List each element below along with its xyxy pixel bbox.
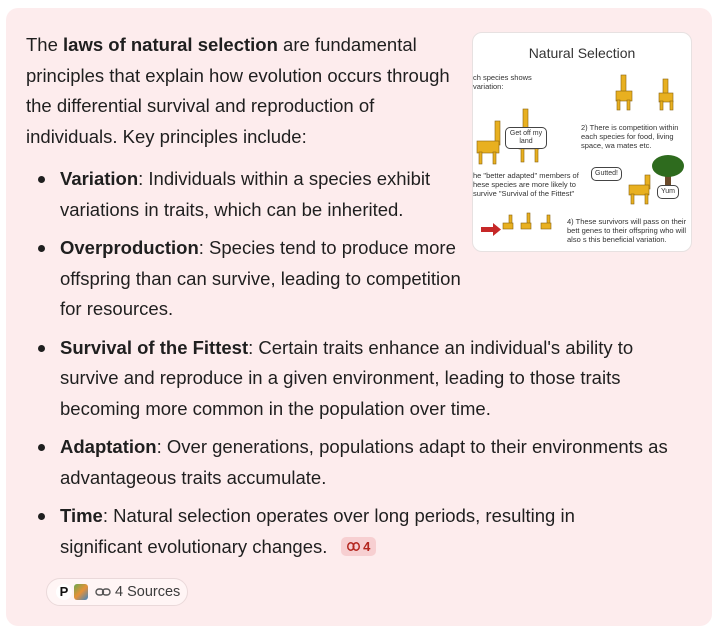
figure-text-4: 4) These survivors will pass on their bett genes to their offspring who will also s this beneficial variation. xyxy=(567,217,687,244)
item-desc: : Natural selection operates over long periods, resulting in significant evolutionary changes. xyxy=(60,505,575,557)
item-desc: : Individuals within a species exhibit variations in traits, which can be inherited. xyxy=(60,168,431,220)
principles-list xyxy=(32,164,704,570)
sources-button[interactable] xyxy=(46,578,188,606)
bullet-icon xyxy=(38,176,45,183)
item-term: Survival of the Fittest xyxy=(60,336,249,358)
intro-pre: The xyxy=(26,34,64,55)
bullet-icon xyxy=(38,513,45,520)
list-item xyxy=(32,233,470,325)
intro-post: are fundamental principles that explain how evolution occurs through the differential survival and reproduction of individuals. Key principles include: xyxy=(26,34,450,147)
list-item xyxy=(32,164,470,225)
bullet-icon xyxy=(38,345,45,352)
speech-bubble-gutted: Gutted! xyxy=(591,167,622,181)
list-item xyxy=(32,432,710,493)
speech-bubble-land: Get off my land xyxy=(505,127,547,149)
citation-chip[interactable] xyxy=(341,537,377,556)
list-item xyxy=(32,333,680,425)
source-thumbnail-icon xyxy=(74,584,88,600)
figure-text-3: he "better adapted" members of hese species are more likely to survive "Survival of the Fittest" xyxy=(473,171,579,198)
pinterest-icon: P xyxy=(56,584,72,600)
bullet-icon xyxy=(38,444,45,451)
figure-title: Natural Selection xyxy=(528,45,636,61)
speech-bubble-yum: Yum xyxy=(657,185,679,199)
intro-bold-term: laws of natural selection xyxy=(63,34,278,55)
sources-label: 4 Sources xyxy=(115,584,181,600)
item-desc: : Certain traits enhance an individual's ability to survive and reproduce in a given environment, leading to those traits becoming more common in the population over time. xyxy=(60,336,634,419)
bullet-icon xyxy=(38,245,45,252)
item-desc: : Over generations, populations adapt to their environments as advantageous traits accumulate. xyxy=(60,436,668,488)
item-desc: : Species tend to produce more offspring than can survive, leading to competition for resources. xyxy=(60,237,461,319)
item-term: Variation xyxy=(60,168,139,189)
intro-paragraph xyxy=(26,30,466,152)
item-term: Overproduction xyxy=(60,237,199,258)
citation-count: 4 xyxy=(363,538,371,554)
response-card xyxy=(6,8,712,626)
item-term: Adaptation xyxy=(60,436,157,457)
figure-text-2: 2) There is competition within each species for food, living space, wa mates etc. xyxy=(581,123,679,150)
item-term: Time xyxy=(60,505,103,526)
figure-text-1: ch species shows variation: xyxy=(473,73,532,91)
list-item xyxy=(32,501,640,562)
link-icon xyxy=(95,585,111,599)
link-icon xyxy=(347,542,360,551)
